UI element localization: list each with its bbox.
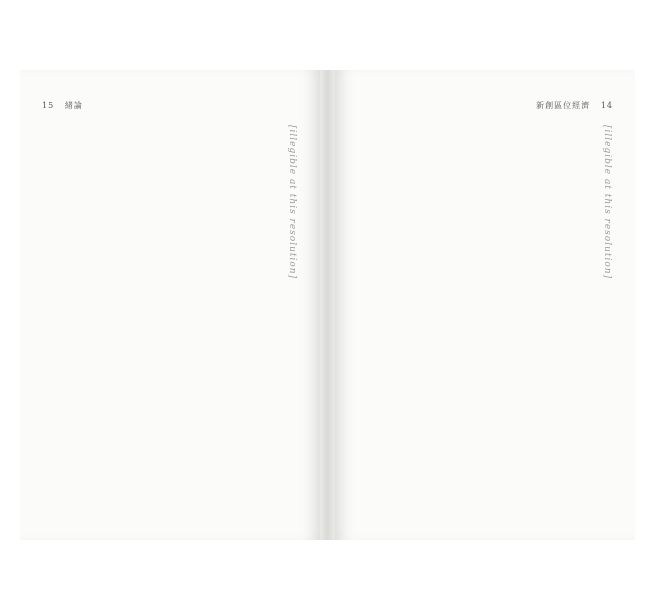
- right-running-head: [536, 100, 613, 111]
- left-running-head: [42, 100, 83, 111]
- left-text-column: [illegible at this resolution]: [287, 125, 297, 280]
- right-text-column: [illegible at this resolution]: [602, 125, 612, 280]
- right-body-text: [355, 125, 615, 495]
- right-running-head-title: 新創區位經濟: [536, 101, 591, 110]
- left-page-number: 15: [42, 101, 55, 110]
- left-running-head-title: 緒論: [64, 101, 83, 110]
- left-body-text: [40, 125, 300, 495]
- book-spine: [320, 70, 335, 540]
- right-page-number: 14: [600, 101, 613, 110]
